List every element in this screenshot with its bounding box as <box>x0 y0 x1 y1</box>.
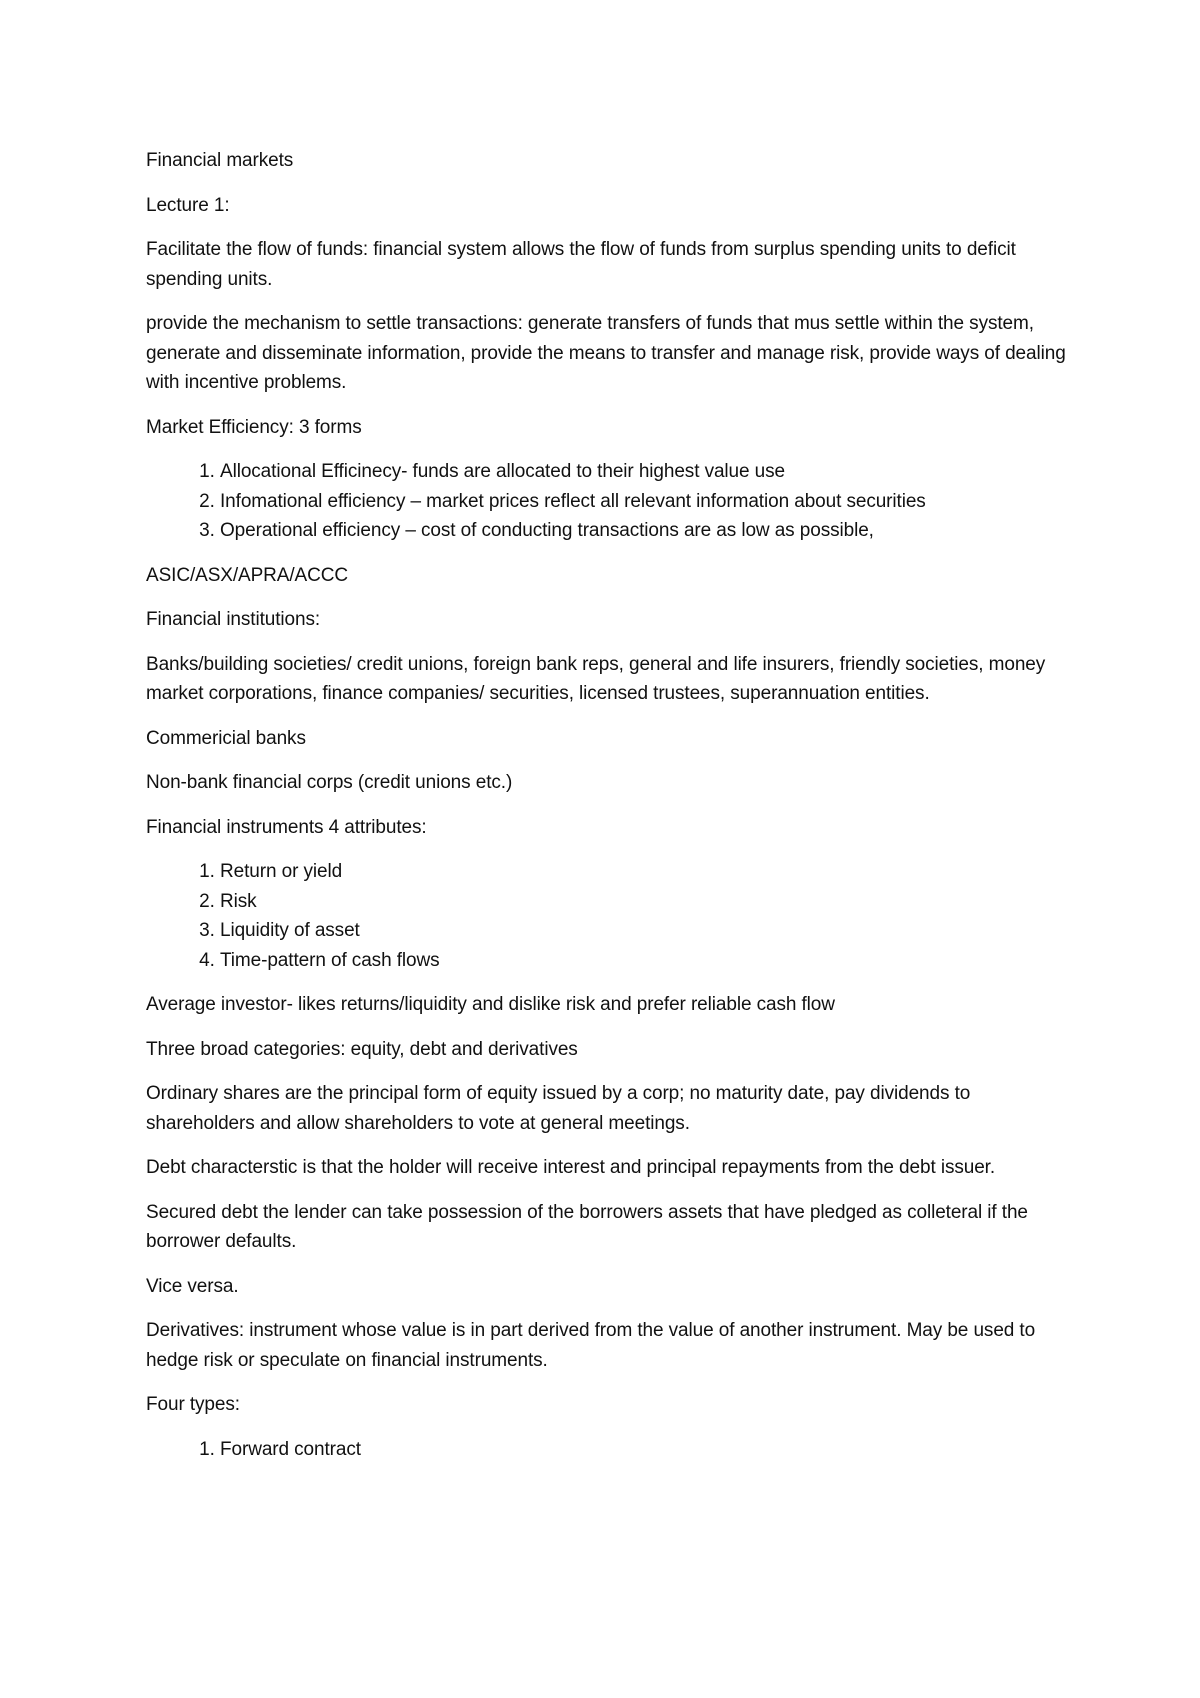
list-item: 1. Return or yield <box>220 857 1076 887</box>
list-item: 3. Operational efficiency – cost of conducting transactions are as low as possible, <box>220 516 1076 546</box>
list-item: 3. Liquidity of asset <box>220 916 1076 946</box>
paragraph-debt: Debt characterstic is that the holder will receive interest and principal repayments from the debt issuer. <box>146 1157 996 1178</box>
paragraph-secured-debt: Secured debt the lender can take possession of the borrowers assets that have pledged as colleteral if the borrower defaults. <box>146 1201 1028 1252</box>
list-item: 1. Allocational Efficinecy- funds are allocated to their highest value use <box>220 457 1076 487</box>
list-item: 4. Time-pattern of cash flows <box>220 946 1076 976</box>
commercial-banks-line: Commericial banks <box>146 727 306 749</box>
paragraph-flow-of-funds: Facilitate the flow of funds: financial system allows the flow of funds from surplus spending units to deficit spending units. <box>146 239 1016 290</box>
market-efficiency-heading: Market Efficiency: 3 forms <box>146 416 362 438</box>
lecture-label: Lecture 1: <box>146 194 230 216</box>
list-item: 1. Forward contract <box>220 1435 1076 1465</box>
paragraph-derivatives: Derivatives: instrument whose value is in part derived from the value of another instrument. May be used to hedge risk or speculate on financial instruments. <box>146 1320 1036 1371</box>
non-bank-line: Non-bank financial corps (credit unions etc.) <box>146 772 513 793</box>
paragraph-three-categories: Three broad categories: equity, debt and derivatives <box>146 1038 578 1060</box>
paragraph-average-investor: Average investor- likes returns/liquidity and dislike risk and prefer reliable cash flow <box>146 994 835 1015</box>
paragraph-ordinary-shares: Ordinary shares are the principal form of equity issued by a corp; no maturity date, pay dividends to shareholders and allow shareholders to vote at general meetings. <box>146 1083 971 1134</box>
efficiency-list <box>146 457 1076 546</box>
institutions-heading: Financial institutions: <box>146 609 321 630</box>
instruments-heading: Financial instruments 4 attributes: <box>146 816 427 838</box>
paragraph-institutions: Banks/building societies/ credit unions, foreign bank reps, general and life insurers, friendly societies, money market corporations, finance companies/ securities, licensed trustees, superannuation entities. <box>146 653 1046 704</box>
regulators-line: ASIC/ASX/APRA/ACCC <box>146 564 348 586</box>
four-types-heading: Four types: <box>146 1394 240 1415</box>
paragraph-vice-versa: Vice versa. <box>146 1275 239 1297</box>
types-list <box>146 1435 1076 1465</box>
paragraph-mechanism: provide the mechanism to settle transactions: generate transfers of funds that mus settle within the system, generate and disseminate information, provide the means to transfer and manage risk, provide ways of dealing with incentive problems. <box>146 313 1066 393</box>
attributes-list <box>146 857 1076 975</box>
document-body <box>146 146 1076 1479</box>
list-item: 2. Infomational efficiency – market prices reflect all relevant information about securities <box>220 487 1076 517</box>
list-item: 2. Risk <box>220 887 1076 917</box>
document-title: Financial markets <box>146 150 294 171</box>
